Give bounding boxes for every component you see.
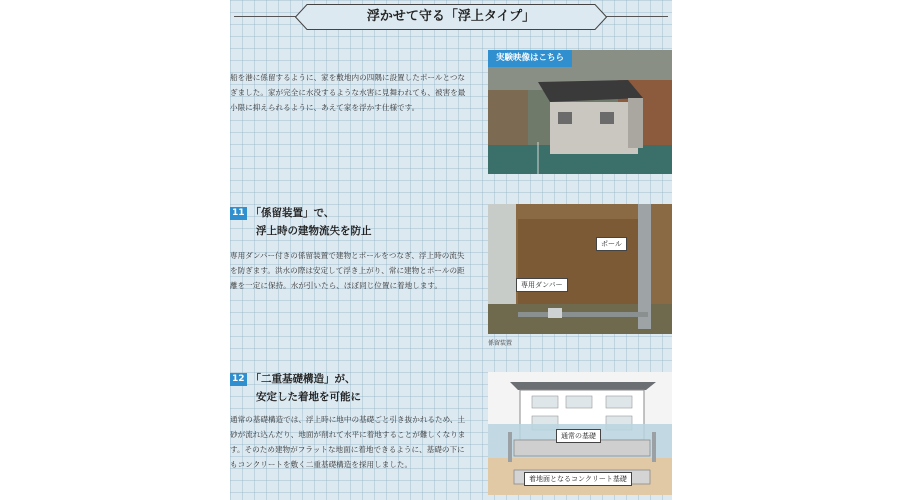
section-number-11: 11 — [232, 208, 245, 218]
intro-text: 船を港に係留するように、家を敷地内の四隅に設置したポールとつなぎました。家が完全に水没するような水害に見舞われても、被害を最小限に抑えられるように、あえて家を浮かす仕様です。 — [230, 73, 466, 112]
double-foundation-diagram — [488, 372, 672, 495]
content-panel — [230, 0, 672, 500]
normal-foundation-label: 通常の基礎 — [556, 429, 601, 443]
video-badge[interactable]: 実験映像はこちら — [488, 50, 572, 67]
mooring-device-photo — [488, 204, 672, 334]
floating-house-photo — [488, 50, 672, 174]
section-12-heading-line2: 安定した着地を可能に — [256, 391, 361, 403]
section-11-heading-line1: 「係留装置」で、 — [250, 207, 335, 219]
section-11-heading — [230, 204, 372, 240]
concrete-foundation-label: 着地面となるコンクリート基礎 — [524, 472, 632, 486]
damper-label: 専用ダンパー — [516, 278, 568, 292]
page-title: 浮かせて守る「浮上タイプ」 — [366, 9, 536, 24]
section-12-heading-line1: 「二重基礎構造」が、 — [250, 373, 356, 385]
section-11-heading-line2: 浮上時の建物流失を防止 — [256, 225, 372, 237]
photo-caption: 係留装置 — [488, 340, 513, 347]
section-11-text: 専用ダンパー付きの係留装置で建物とポールをつなぎ、浮上時の流失を防ぎます。洪水の際は安定して浮き上がり、常に建物とポールの距離を一定に保持。水が引いたら、ほぼ同じ位置に着地します。 — [230, 251, 465, 290]
pole-label: ポール — [596, 237, 627, 251]
experiment-video-thumbnail[interactable] — [488, 50, 672, 174]
mooring-device-image — [488, 204, 672, 334]
section-12-heading — [230, 370, 361, 406]
section-12-text: 通常の基礎構造では、浮上時に地中の基礎ごと引き抜かれるため、土砂が流れ込んだり、地面が削れて水平に着地することが難しくなります。そのため建物がフラットな地面に着地できるように、基礎の下にもコンクリートを敷く二重基礎構造を採用しました。 — [230, 415, 466, 469]
section-number-12: 12 — [232, 374, 245, 384]
